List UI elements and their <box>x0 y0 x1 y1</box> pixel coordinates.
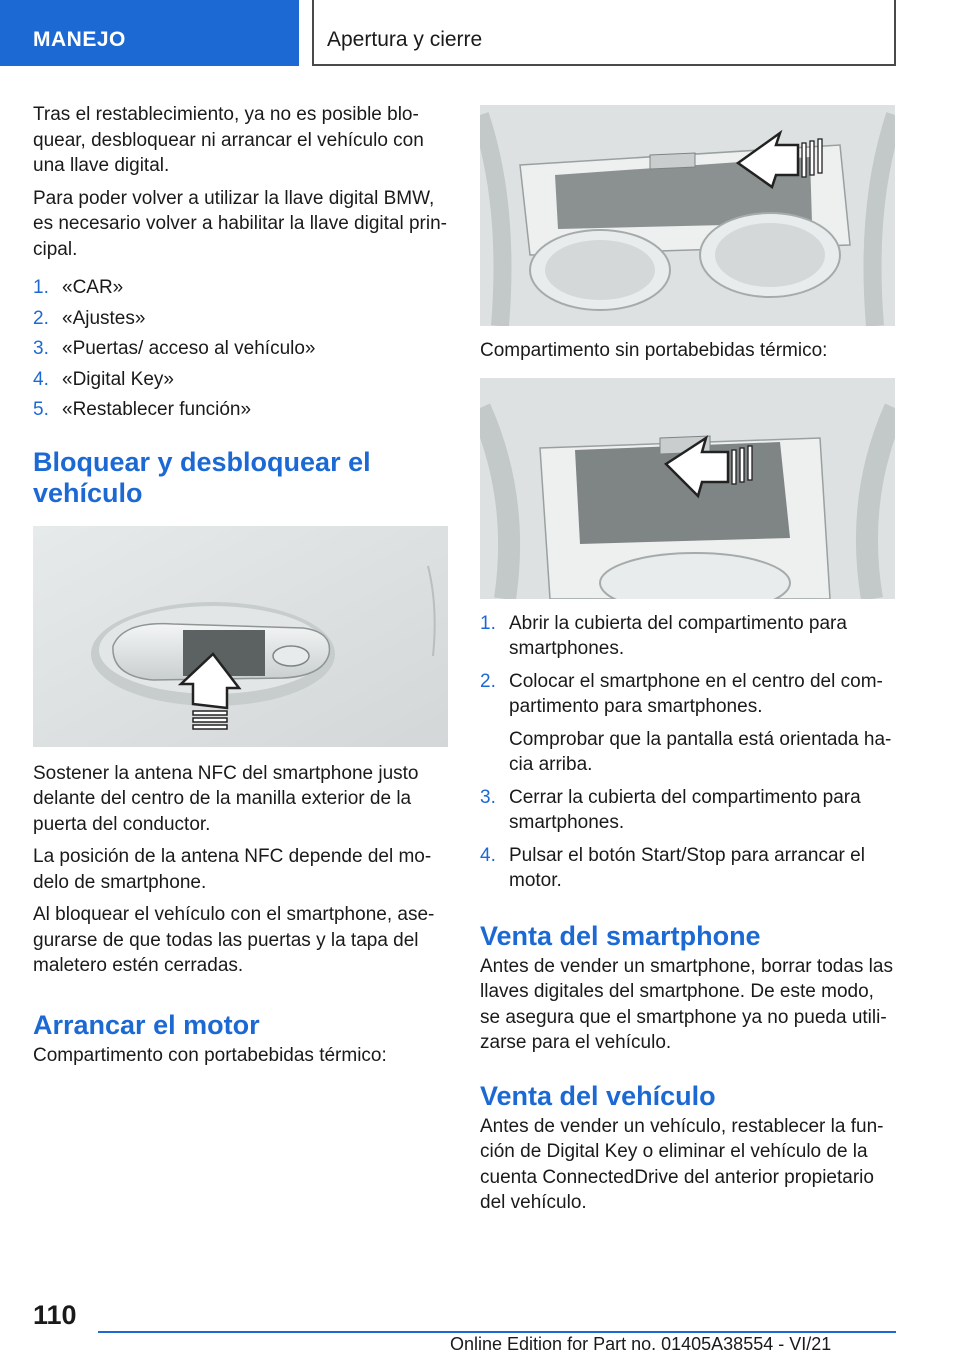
step-number: 1. <box>33 277 49 298</box>
compartment-nonthermal-illustration <box>480 378 895 599</box>
chapter-title: Apertura y cierre <box>312 0 896 66</box>
list-item <box>480 669 896 778</box>
intro-paragraph-2: Para poder volver a utilizar la llave digital BMW, es necesario volver a habilitar la llave digital principal. <box>33 187 447 260</box>
step-number: 5. <box>33 399 49 420</box>
door-handle-illustration <box>33 526 448 747</box>
compartment-caption-2: Compartimento sin portabebidas térmico: <box>480 340 828 361</box>
section-tab: MANEJO <box>0 0 299 66</box>
sell-phone-paragraph: Antes de vender un smartphone, borrar todas las llaves digitales del smartphone. De este modo, se asegura que el smartphone ya no pueda utilizarse para el vehículo. <box>480 955 893 1053</box>
intro-paragraph-1: Tras el restablecimiento, ya no es posible bloquear, desbloquear ni arrancar el vehículo con una llave digital. <box>33 104 424 176</box>
list-item <box>480 611 896 662</box>
edition-text: Online Edition for Part no. 01405A38554 - VI/21 <box>450 1334 832 1354</box>
list-item <box>480 843 896 894</box>
list-item <box>33 367 449 393</box>
cupholder-compartment-icon <box>480 105 895 326</box>
lock-paragraph-2: La posición de la antena NFC depende del modelo de smartphone. <box>33 846 432 893</box>
step-text: «Digital Key» <box>62 368 174 390</box>
step-number: 4. <box>33 368 49 390</box>
step-text: Colocar el smartphone en el centro del compartimento para smartphones. <box>509 670 883 717</box>
lock-paragraph-3: Al bloquear el vehículo con el smartphone, asegurarse de que todas las puertas y la tapa del maletero estén cerradas. <box>33 904 435 976</box>
sell-car-paragraph: Antes de vender un vehículo, restablecer la función de Digital Key o eliminar el vehículo de la cuenta ConnectedDrive del anterior propietario del vehículo. <box>480 1115 884 1213</box>
footer-divider <box>98 1331 896 1333</box>
sell-car-heading: Venta del vehículo <box>480 1080 716 1111</box>
step-number: 2. <box>33 307 49 329</box>
page-number: 110 <box>33 1300 77 1330</box>
step-text: Pulsar el botón Start/Stop para arrancar el motor. <box>509 844 865 891</box>
step-text: «Ajustes» <box>62 307 146 329</box>
step-text: Abrir la cubierta del compartimento para smartphones. <box>509 612 847 659</box>
compartment-thermal-illustration <box>480 105 895 326</box>
start-steps-list <box>480 611 896 894</box>
step-text: «CAR» <box>62 277 124 298</box>
left-column <box>33 102 449 1075</box>
step-number: 2. <box>480 670 496 692</box>
list-item <box>33 336 449 362</box>
reset-steps-list <box>33 275 449 423</box>
sell-phone-heading: Venta del smartphone <box>480 920 761 951</box>
step-note: Comprobar que la pantalla está orientada hacia arriba. <box>509 728 892 775</box>
list-item <box>33 275 449 301</box>
right-column <box>480 105 896 1223</box>
step-text: Cerrar la cubierta del compartimento para smartphones. <box>509 786 861 833</box>
list-item <box>33 397 449 423</box>
phone-compartment-icon <box>480 378 895 599</box>
start-heading: Arrancar el motor <box>33 1009 260 1040</box>
step-number: 1. <box>480 612 496 634</box>
start-caption: Compartimento con portabebidas térmico: <box>33 1044 387 1066</box>
step-text: «Restablecer función» <box>62 399 252 420</box>
lock-heading: Bloquear y desbloquear el vehículo <box>33 446 371 508</box>
lock-paragraph-1: Sostener la antena NFC del smartphone justo delante del centro de la manilla exterior de la puerta del conductor. <box>33 762 419 835</box>
list-item <box>33 306 449 332</box>
step-number: 3. <box>33 338 49 359</box>
step-number: 3. <box>480 786 496 808</box>
door-handle-icon <box>33 526 448 747</box>
list-item <box>480 785 896 836</box>
step-text: «Puertas/ acceso al vehículo» <box>62 338 316 359</box>
step-number: 4. <box>480 844 496 866</box>
